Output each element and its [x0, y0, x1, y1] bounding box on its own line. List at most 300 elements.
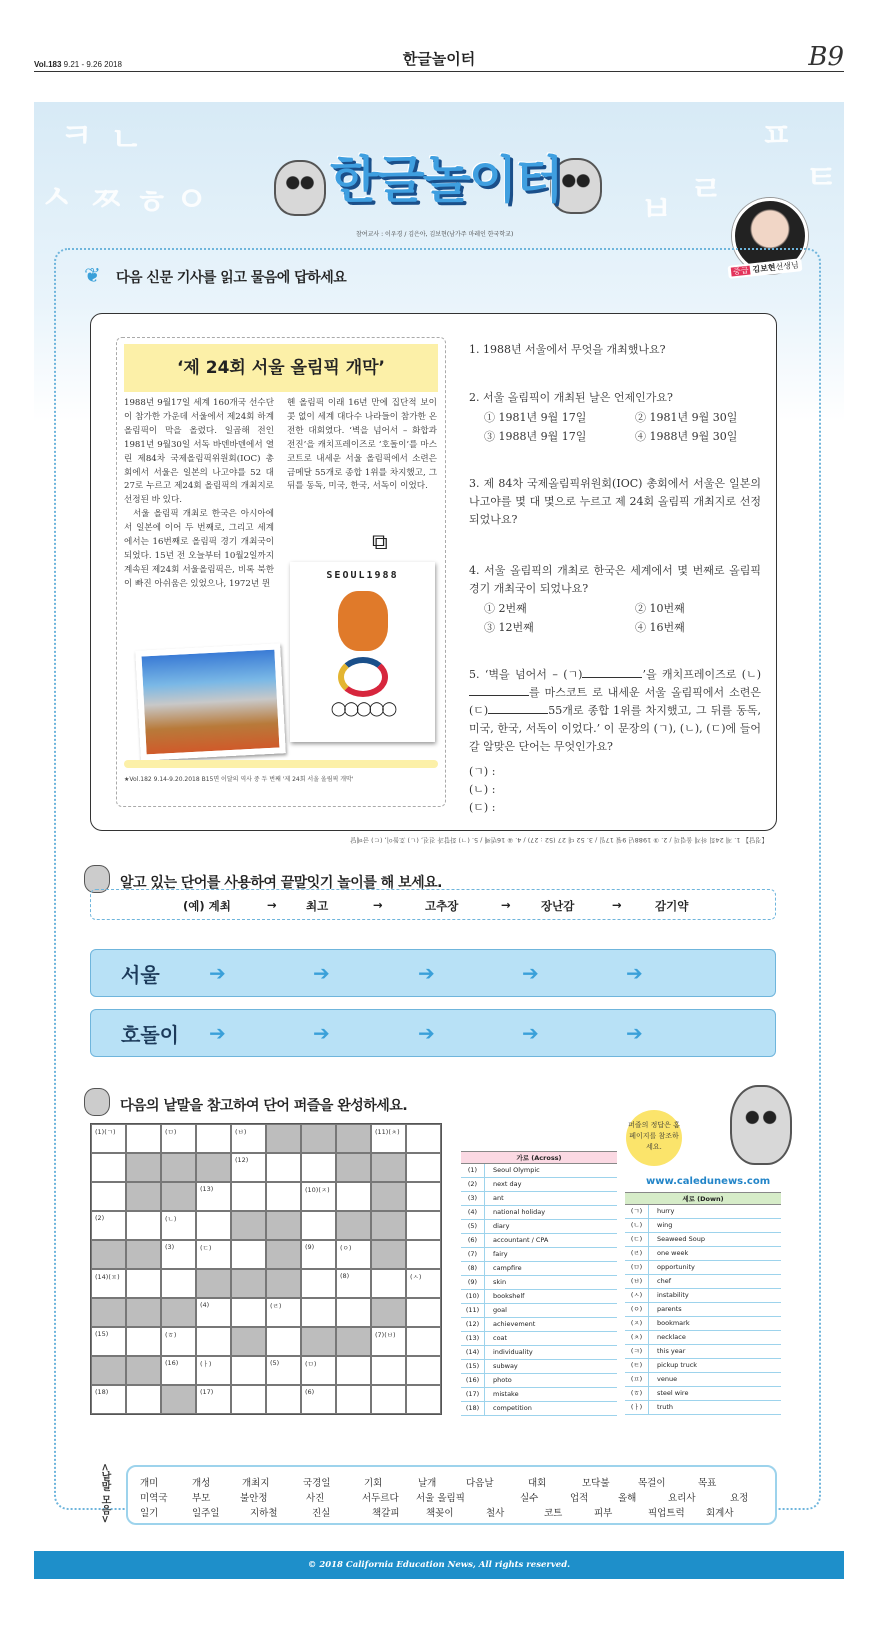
- clue-row: [461, 1346, 617, 1360]
- clue-row: [625, 1205, 781, 1219]
- grid-block: [336, 1153, 371, 1182]
- word-bank-label: <낱말 모음>: [99, 1463, 110, 1524]
- grid-cell[interactable]: (18): [91, 1385, 126, 1414]
- example-word: 감기약: [655, 899, 689, 913]
- grid-block: [91, 1356, 126, 1385]
- footer-copyright: © 2018 California Education News, All rights reserved.: [34, 1551, 844, 1579]
- grid-block: [336, 1327, 371, 1356]
- grid-cell[interactable]: (ㅏ): [196, 1356, 231, 1385]
- grid-cell[interactable]: (ㅂ): [231, 1124, 266, 1153]
- word-bank-item: 진실: [312, 1508, 331, 1519]
- word-bank-item: 대회: [528, 1478, 547, 1489]
- grid-block: [371, 1240, 406, 1269]
- clue-number: (ㅍ): [625, 1373, 649, 1386]
- bg-glyph: ㅇ: [175, 180, 208, 220]
- grid-cell[interactable]: [371, 1385, 406, 1414]
- word-bank-item: 요정: [730, 1493, 749, 1504]
- word-bank-item: 목걸이: [638, 1478, 666, 1489]
- clue-row: [625, 1373, 781, 1387]
- grid-block: [126, 1298, 161, 1327]
- word-bank-item: 회계사: [706, 1508, 734, 1519]
- clue-row: [461, 1374, 617, 1388]
- grid-cell[interactable]: (9): [301, 1240, 336, 1269]
- grid-cell[interactable]: [371, 1356, 406, 1385]
- grid-block: [266, 1124, 301, 1153]
- grid-cell[interactable]: (ㄴ): [161, 1211, 196, 1240]
- word-bank-item: 업적: [570, 1493, 589, 1504]
- clue-text: goal: [493, 1306, 507, 1314]
- page-number: B9: [808, 42, 844, 72]
- arrow-icon: ➔: [209, 961, 226, 985]
- clue-row: [461, 1164, 617, 1178]
- grid-cell[interactable]: (8): [336, 1269, 371, 1298]
- clue-number: (7): [461, 1248, 485, 1261]
- grid-cell[interactable]: [406, 1385, 441, 1414]
- grid-cell[interactable]: [126, 1327, 161, 1356]
- arrow-icon: →: [373, 898, 383, 912]
- clue-number: (14): [461, 1346, 485, 1359]
- article-headline: ‘제 24회 서울 올림픽 개막’: [124, 344, 438, 392]
- clue-number: (ㅊ): [625, 1331, 649, 1344]
- bg-glyph: ㄹ: [690, 170, 723, 210]
- grid-block: [371, 1298, 406, 1327]
- arrow-icon: ➔: [522, 1021, 539, 1045]
- clue-number: (3): [461, 1192, 485, 1205]
- across-title: 가로 (Across): [461, 1151, 617, 1164]
- grid-block: [161, 1298, 196, 1327]
- example-word: 최고: [306, 899, 329, 913]
- arrow-icon: ➔: [626, 1021, 643, 1045]
- grid-block: [126, 1182, 161, 1211]
- grid-cell[interactable]: [231, 1385, 266, 1414]
- clue-text: hurry: [657, 1207, 675, 1215]
- word-bank-item: 개미: [140, 1478, 159, 1489]
- q4-option-1: ① 2번째: [484, 602, 527, 615]
- clue-text: coat: [493, 1334, 508, 1342]
- clue-number: (2): [461, 1178, 485, 1191]
- grid-cell[interactable]: [406, 1211, 441, 1240]
- grid-cell[interactable]: (4): [196, 1298, 231, 1327]
- grid-block: [231, 1211, 266, 1240]
- grid-cell[interactable]: [126, 1385, 161, 1414]
- article-note: ★Vol.182 9.14-9.20.2018 B15면 이달의 역사 중 두 번째 '제 24회 서울 올림픽 개막': [124, 776, 354, 783]
- clue-text: bookmark: [657, 1319, 690, 1327]
- word-bank-item: 모닥불: [582, 1478, 610, 1489]
- ceremony-photo: [135, 643, 286, 760]
- teacher-label: 중급 김보현선생님: [728, 258, 803, 279]
- word-bank-item: 책꽂이: [426, 1508, 454, 1519]
- grid-cell[interactable]: [336, 1298, 371, 1327]
- grid-cell[interactable]: (ㅁ): [301, 1356, 336, 1385]
- grid-cell[interactable]: [301, 1269, 336, 1298]
- clue-text: campfire: [493, 1264, 522, 1272]
- grid-cell[interactable]: (14)(ㅍ): [91, 1269, 126, 1298]
- grid-cell[interactable]: [231, 1356, 266, 1385]
- start-word: 서울: [121, 963, 160, 987]
- grid-block: [161, 1182, 196, 1211]
- clue-row: [625, 1303, 781, 1317]
- question-3: 3. 제 84차 국제올림픽위원회(IOC) 총회에서 서울은 일본의 나고야를 몇 대 몇으로 누르고 제 24회 올림픽 개최지로 선정되었나요?: [469, 477, 761, 526]
- clue-row: [625, 1247, 781, 1261]
- clue-text: next day: [493, 1180, 522, 1188]
- clue-row: [625, 1233, 781, 1247]
- section1-title: 다음 신문 기사를 읽고 물음에 답하세요: [116, 270, 347, 286]
- grid-block: [266, 1211, 301, 1240]
- blank-line[interactable]: [488, 713, 548, 714]
- grid-block: [91, 1298, 126, 1327]
- bg-glyph: ㅅ: [40, 178, 73, 218]
- section3-title: 다음의 낱말을 참고하여 단어 퍼즐을 완성하세요.: [120, 1098, 408, 1114]
- clue-number: (ㅎ): [625, 1387, 649, 1400]
- poster-title: SEOUL1988: [326, 570, 399, 581]
- grid-cell[interactable]: [406, 1327, 441, 1356]
- grid-cell[interactable]: [406, 1124, 441, 1153]
- clue-row: [625, 1289, 781, 1303]
- word-bank-item: 지하철: [250, 1508, 278, 1519]
- grid-cell[interactable]: [266, 1182, 301, 1211]
- grid-cell[interactable]: [231, 1298, 266, 1327]
- clue-row: [461, 1304, 617, 1318]
- clue-row: [461, 1402, 617, 1416]
- clue-row: [625, 1401, 781, 1415]
- q4-option-4: ④ 16번째: [635, 621, 685, 634]
- question-4: 4. 서울 올림픽의 개최로 한국은 세계에서 몇 번째로 올림픽 경기 개최국이 되었나요?: [469, 564, 761, 595]
- section2-title: 알고 있는 단어를 사용하여 끝말잇기 놀이를 해 보세요.: [120, 875, 442, 891]
- grid-cell[interactable]: (3): [161, 1240, 196, 1269]
- grid-cell[interactable]: [126, 1211, 161, 1240]
- word-bank-item: 책갈피: [372, 1508, 400, 1519]
- arrow-icon: ➔: [313, 961, 330, 985]
- grid-block: [371, 1153, 406, 1182]
- grid-cell[interactable]: (ㅎ): [161, 1327, 196, 1356]
- clue-text: necklace: [657, 1333, 686, 1341]
- clue-row: [625, 1317, 781, 1331]
- website-link[interactable]: www.caledunews.com: [646, 1176, 771, 1187]
- grid-cell[interactable]: (13): [196, 1182, 231, 1211]
- clue-number: (6): [461, 1234, 485, 1247]
- grid-block: [161, 1153, 196, 1182]
- arrow-icon: ➔: [626, 961, 643, 985]
- grid-cell[interactable]: [406, 1298, 441, 1327]
- clue-row: [461, 1234, 617, 1248]
- word-bank-item: 기회: [364, 1478, 383, 1489]
- article-column-2: 헨 올림픽 이래 16년 만에 집단적 보이콧 없이 세계 대다수 나라들이 참가한 온전한 대회였다. ‘벽을 넘어서 – 화합과 전진’을 캐치프레이즈로 ‘호돌이’를 마스코트로 내세운 서울 올림픽에서 소련은 금메달 55개로 종합 1위를 차지했고, 그 뒤를 동독, 미국, 한국, 서독이 이었다.: [287, 398, 437, 492]
- grid-block: [196, 1269, 231, 1298]
- clue-row: [625, 1219, 781, 1233]
- issue-info: Vol.183 9.21 - 9.26 2018: [34, 60, 122, 69]
- grid-cell[interactable]: [266, 1385, 301, 1414]
- clue-number: (ㅁ): [625, 1261, 649, 1274]
- grid-cell[interactable]: (7)(ㅂ): [371, 1327, 406, 1356]
- clue-number: (5): [461, 1220, 485, 1233]
- clue-text: venue: [657, 1375, 678, 1383]
- logo: 한글놀이터: [330, 151, 562, 209]
- grid-cell[interactable]: (1)(ㄱ): [91, 1124, 126, 1153]
- grid-cell[interactable]: [196, 1327, 231, 1356]
- answer-key-upside-down: 【정답】 1. 제 24회 하계 올림픽 / 2. ③ 1988년 9월 17일 / 3. 52 대 27 (52 : 27) / 4. ④ 16번째 / 5. (ㄱ) 화합과 전진, (ㄴ) 호돌이, (ㄷ) 금메달: [350, 836, 768, 844]
- grid-cell[interactable]: (10)(ㅈ): [301, 1182, 336, 1211]
- grid-cell[interactable]: (16): [161, 1356, 196, 1385]
- bg-glyph: ㅋ: [60, 116, 93, 156]
- word-bank-item: 개최지: [242, 1478, 270, 1489]
- clue-row: [461, 1360, 617, 1374]
- grid-block: [266, 1269, 301, 1298]
- hodori-mascot-icon: [338, 591, 388, 651]
- word-bank-item: 서두르다: [362, 1493, 399, 1504]
- clue-row: [461, 1192, 617, 1206]
- grid-block: [231, 1327, 266, 1356]
- raccoon-mascot-icon: [84, 1088, 110, 1116]
- clue-row: [625, 1275, 781, 1289]
- clue-text: this year: [657, 1347, 686, 1355]
- question-1: 1. 1988년 서울에서 무엇을 개최했나요?: [469, 343, 666, 356]
- grid-cell[interactable]: (ㅁ): [161, 1124, 196, 1153]
- clue-row: [461, 1318, 617, 1332]
- section-title: 한글놀이터: [402, 50, 476, 68]
- grid-cell[interactable]: [406, 1240, 441, 1269]
- clue-number: (ㅅ): [625, 1289, 649, 1302]
- clue-text: skin: [493, 1278, 507, 1286]
- article-column-1: 1988년 9월17일 세계 160개국 선수단이 참가한 가운데 서울에서 제24회 하계 올림픽이 막을 올렸다. 일곱해 전인 1981년 9월30일 서독 바덴바덴에서 열린 제84차 국제올림픽위원회(IOC) 총회에서 서울은 일본의 나고야를 52 대 27로 누르고 제24회 올림픽의 개최지로 선정된 바 있다. 서울 올림픽 개최로 한국은 아시아에서 일본에 이어 두 번째로, 그리고 세계에서는 16번째로 올림픽 경기 개최국이 되었다. 15년 전 오늘부터 10월2일까지 계속된 제24회 서울올림픽은, 비록 북한이 빠진 아쉬움은 있었으나, 1972년 뮌: [124, 398, 274, 589]
- arrow-icon: →: [612, 898, 622, 912]
- grid-block: [266, 1240, 301, 1269]
- clue-number: (1): [461, 1164, 485, 1177]
- clue-number: (16): [461, 1374, 485, 1387]
- clue-row: [461, 1206, 617, 1220]
- across-clues: [461, 1151, 617, 1416]
- arrow-icon: ➔: [418, 961, 435, 985]
- grid-block: [231, 1269, 266, 1298]
- article-bar: [124, 760, 438, 768]
- grid-cell[interactable]: [301, 1298, 336, 1327]
- grid-block: [161, 1385, 196, 1414]
- clue-text: individuality: [493, 1348, 533, 1356]
- q2-option-2: ② 1981년 9월 30일: [635, 411, 738, 424]
- grid-cell[interactable]: [336, 1385, 371, 1414]
- clue-text: Seoul Olympic: [493, 1166, 540, 1174]
- clue-number: (15): [461, 1360, 485, 1373]
- bg-glyph: ㅉ: [90, 180, 123, 220]
- grid-cell[interactable]: (15): [91, 1327, 126, 1356]
- grid-cell[interactable]: (2): [91, 1211, 126, 1240]
- q2-option-4: ④ 1988년 9월 30일: [635, 430, 738, 443]
- bg-glyph: ㅍ: [760, 116, 793, 156]
- word-bank-item: 다음날: [466, 1478, 494, 1489]
- clue-number: (13): [461, 1332, 485, 1345]
- grid-cell[interactable]: [266, 1153, 301, 1182]
- clue-text: accountant / CPA: [493, 1236, 549, 1244]
- clue-number: (18): [461, 1402, 485, 1415]
- clue-number: (17): [461, 1388, 485, 1401]
- grid-cell[interactable]: [301, 1211, 336, 1240]
- clue-text: fairy: [493, 1250, 508, 1258]
- clue-text: instability: [657, 1291, 689, 1299]
- clue-number: (ㄴ): [625, 1219, 649, 1232]
- grid-cell[interactable]: [266, 1327, 301, 1356]
- word-bank-item: 미역국: [140, 1493, 168, 1504]
- clue-number: (ㅇ): [625, 1303, 649, 1316]
- example-word: 고추장: [425, 899, 459, 913]
- bg-glyph: ㅌ: [805, 158, 838, 198]
- grid-block: [336, 1124, 371, 1153]
- clue-text: opportunity: [657, 1263, 695, 1271]
- grid-block: [301, 1327, 336, 1356]
- q5-answer-c[interactable]: (ㄷ) :: [469, 801, 496, 814]
- word-bank-item: 불안정: [240, 1493, 268, 1504]
- blank-line[interactable]: [469, 695, 529, 696]
- clue-text: photo: [493, 1376, 512, 1384]
- grid-cell[interactable]: [161, 1269, 196, 1298]
- arrow-icon: →: [267, 898, 277, 912]
- word-chain-row[interactable]: [90, 949, 776, 997]
- q4-option-3: ③ 12번째: [484, 621, 534, 634]
- grid-cell[interactable]: [126, 1124, 161, 1153]
- word-chain-row[interactable]: [90, 1009, 776, 1057]
- grid-cell[interactable]: (ㅅ): [406, 1269, 441, 1298]
- grid-cell[interactable]: [231, 1182, 266, 1211]
- clue-number: (ㄹ): [625, 1247, 649, 1260]
- clue-number: (ㅌ): [625, 1359, 649, 1372]
- example-word: 장난감: [541, 899, 575, 913]
- butterfly-icon: ❦: [84, 263, 101, 287]
- grid-cell[interactable]: [371, 1269, 406, 1298]
- grid-cell[interactable]: [231, 1240, 266, 1269]
- clue-text: one week: [657, 1249, 689, 1257]
- clue-row: [625, 1387, 781, 1401]
- arrow-icon: ➔: [522, 961, 539, 985]
- clue-text: chef: [657, 1277, 671, 1285]
- clue-number: (ㅏ): [625, 1401, 649, 1414]
- clue-row: [461, 1262, 617, 1276]
- word-bank-item: 올해: [618, 1493, 637, 1504]
- clue-number: (12): [461, 1318, 485, 1331]
- clue-text: achievement: [493, 1320, 536, 1328]
- grid-cell[interactable]: (ㄹ): [266, 1298, 301, 1327]
- example-chain: [90, 889, 776, 920]
- clue-text: subway: [493, 1362, 518, 1370]
- word-bank-item: 일주일: [192, 1508, 220, 1519]
- grid-cell[interactable]: [301, 1153, 336, 1182]
- page-header: [34, 42, 844, 72]
- q2-option-3: ③ 1988년 9월 17일: [484, 430, 587, 443]
- clue-text: bookshelf: [493, 1292, 525, 1300]
- clue-text: parents: [657, 1305, 682, 1313]
- speech-bubble: 퍼즐의 정답은 홈페이지를 참조하세요.: [626, 1110, 682, 1166]
- clue-number: (ㅂ): [625, 1275, 649, 1288]
- q5-answer-b[interactable]: (ㄴ) :: [469, 783, 496, 796]
- clue-number: (8): [461, 1262, 485, 1275]
- grid-block: [126, 1356, 161, 1385]
- word-bank-item: 목표: [698, 1478, 717, 1489]
- question-2: 2. 서울 올림픽이 개최된 날은 언제인가요?: [469, 391, 673, 404]
- clue-number: (ㅋ): [625, 1345, 649, 1358]
- clue-number: (ㄷ): [625, 1233, 649, 1246]
- word-bank-item: 일기: [140, 1508, 159, 1519]
- clue-number: (11): [461, 1304, 485, 1317]
- example-word: (예) 계최: [183, 899, 231, 913]
- grid-block: [91, 1240, 126, 1269]
- word-bank: [126, 1465, 777, 1525]
- clue-row: [461, 1388, 617, 1402]
- clue-text: Seaweed Soup: [657, 1235, 705, 1243]
- seoul-olympic-emblem-icon: [338, 657, 388, 697]
- grid-cell[interactable]: (17): [196, 1385, 231, 1414]
- binder-clip-icon: ⧉: [372, 530, 388, 555]
- clue-row: [461, 1220, 617, 1234]
- clue-text: steel wire: [657, 1389, 689, 1397]
- clue-text: competition: [493, 1404, 532, 1412]
- clue-text: truth: [657, 1403, 674, 1411]
- down-title: 세로 (Down): [625, 1192, 781, 1205]
- grid-block: [371, 1182, 406, 1211]
- grid-cell[interactable]: [91, 1153, 126, 1182]
- raccoon-mascot-icon: [730, 1085, 792, 1165]
- clue-number: (10): [461, 1290, 485, 1303]
- question-5: 5. ‘벽을 넘어서 – (ㄱ) ’을 캐치프레이즈로 (ㄴ)를 마스코트 로 내세운 서울 올림픽에서 소련은 (ㄷ) 55개로 종합 1위를 차지했고, 그 뒤를 동독, 미국, 한국, 서독이 이었다.’ 이 문장의 (ㄱ), (ㄴ), (ㄷ)에 들어갈 알맞은 단어는 무엇인가요?: [469, 668, 761, 753]
- clue-number: (4): [461, 1206, 485, 1219]
- clue-text: diary: [493, 1222, 510, 1230]
- raccoon-mascot-icon: [274, 160, 326, 216]
- q5-answer-a[interactable]: (ㄱ) :: [469, 765, 496, 778]
- grid-block: [371, 1211, 406, 1240]
- clue-row: [461, 1248, 617, 1262]
- grid-cell[interactable]: (ㅇ): [336, 1240, 371, 1269]
- grid-cell[interactable]: [336, 1356, 371, 1385]
- word-bank-item: 개성: [192, 1478, 211, 1489]
- clue-number: (9): [461, 1276, 485, 1289]
- word-bank-item: 부모: [192, 1493, 211, 1504]
- word-bank-item: 철사: [486, 1508, 505, 1519]
- grid-cell[interactable]: [126, 1269, 161, 1298]
- clue-row: [625, 1261, 781, 1275]
- grid-cell[interactable]: [406, 1356, 441, 1385]
- olympic-rings-icon: ◯◯◯◯◯: [330, 701, 395, 717]
- clue-row: [461, 1276, 617, 1290]
- word-bank-item: 코트: [544, 1508, 563, 1519]
- bg-glyph: ㅎ: [135, 183, 168, 223]
- grid-cell[interactable]: [336, 1182, 371, 1211]
- crossword-grid: [90, 1123, 442, 1415]
- q4-option-2: ② 10번째: [635, 602, 685, 615]
- clue-row: [625, 1345, 781, 1359]
- word-bank-item: 실수: [520, 1493, 539, 1504]
- grid-cell[interactable]: [196, 1124, 231, 1153]
- grid-block: [126, 1240, 161, 1269]
- clue-text: wing: [657, 1221, 673, 1229]
- grid-cell[interactable]: (11)(ㅊ): [371, 1124, 406, 1153]
- word-bank-item: 국경일: [303, 1478, 331, 1489]
- grid-block: [196, 1153, 231, 1182]
- clue-text: ant: [493, 1194, 504, 1202]
- grid-cell[interactable]: [406, 1182, 441, 1211]
- word-bank-item: 피부: [594, 1508, 613, 1519]
- grid-cell[interactable]: [196, 1211, 231, 1240]
- grid-block: [126, 1153, 161, 1182]
- blank-line[interactable]: [582, 677, 642, 678]
- grid-block: [301, 1124, 336, 1153]
- word-bank-item: 사진: [306, 1493, 325, 1504]
- grid-cell[interactable]: (ㄷ): [196, 1240, 231, 1269]
- grid-cell[interactable]: (6): [301, 1385, 336, 1414]
- grid-cell[interactable]: (5): [266, 1356, 301, 1385]
- grid-cell[interactable]: [91, 1182, 126, 1211]
- clue-text: pickup truck: [657, 1361, 698, 1369]
- word-bank-item: 날개: [418, 1478, 437, 1489]
- grid-cell[interactable]: (12): [231, 1153, 266, 1182]
- grid-cell[interactable]: [406, 1153, 441, 1182]
- bg-glyph: ㄴ: [110, 120, 143, 160]
- clue-row: [461, 1332, 617, 1346]
